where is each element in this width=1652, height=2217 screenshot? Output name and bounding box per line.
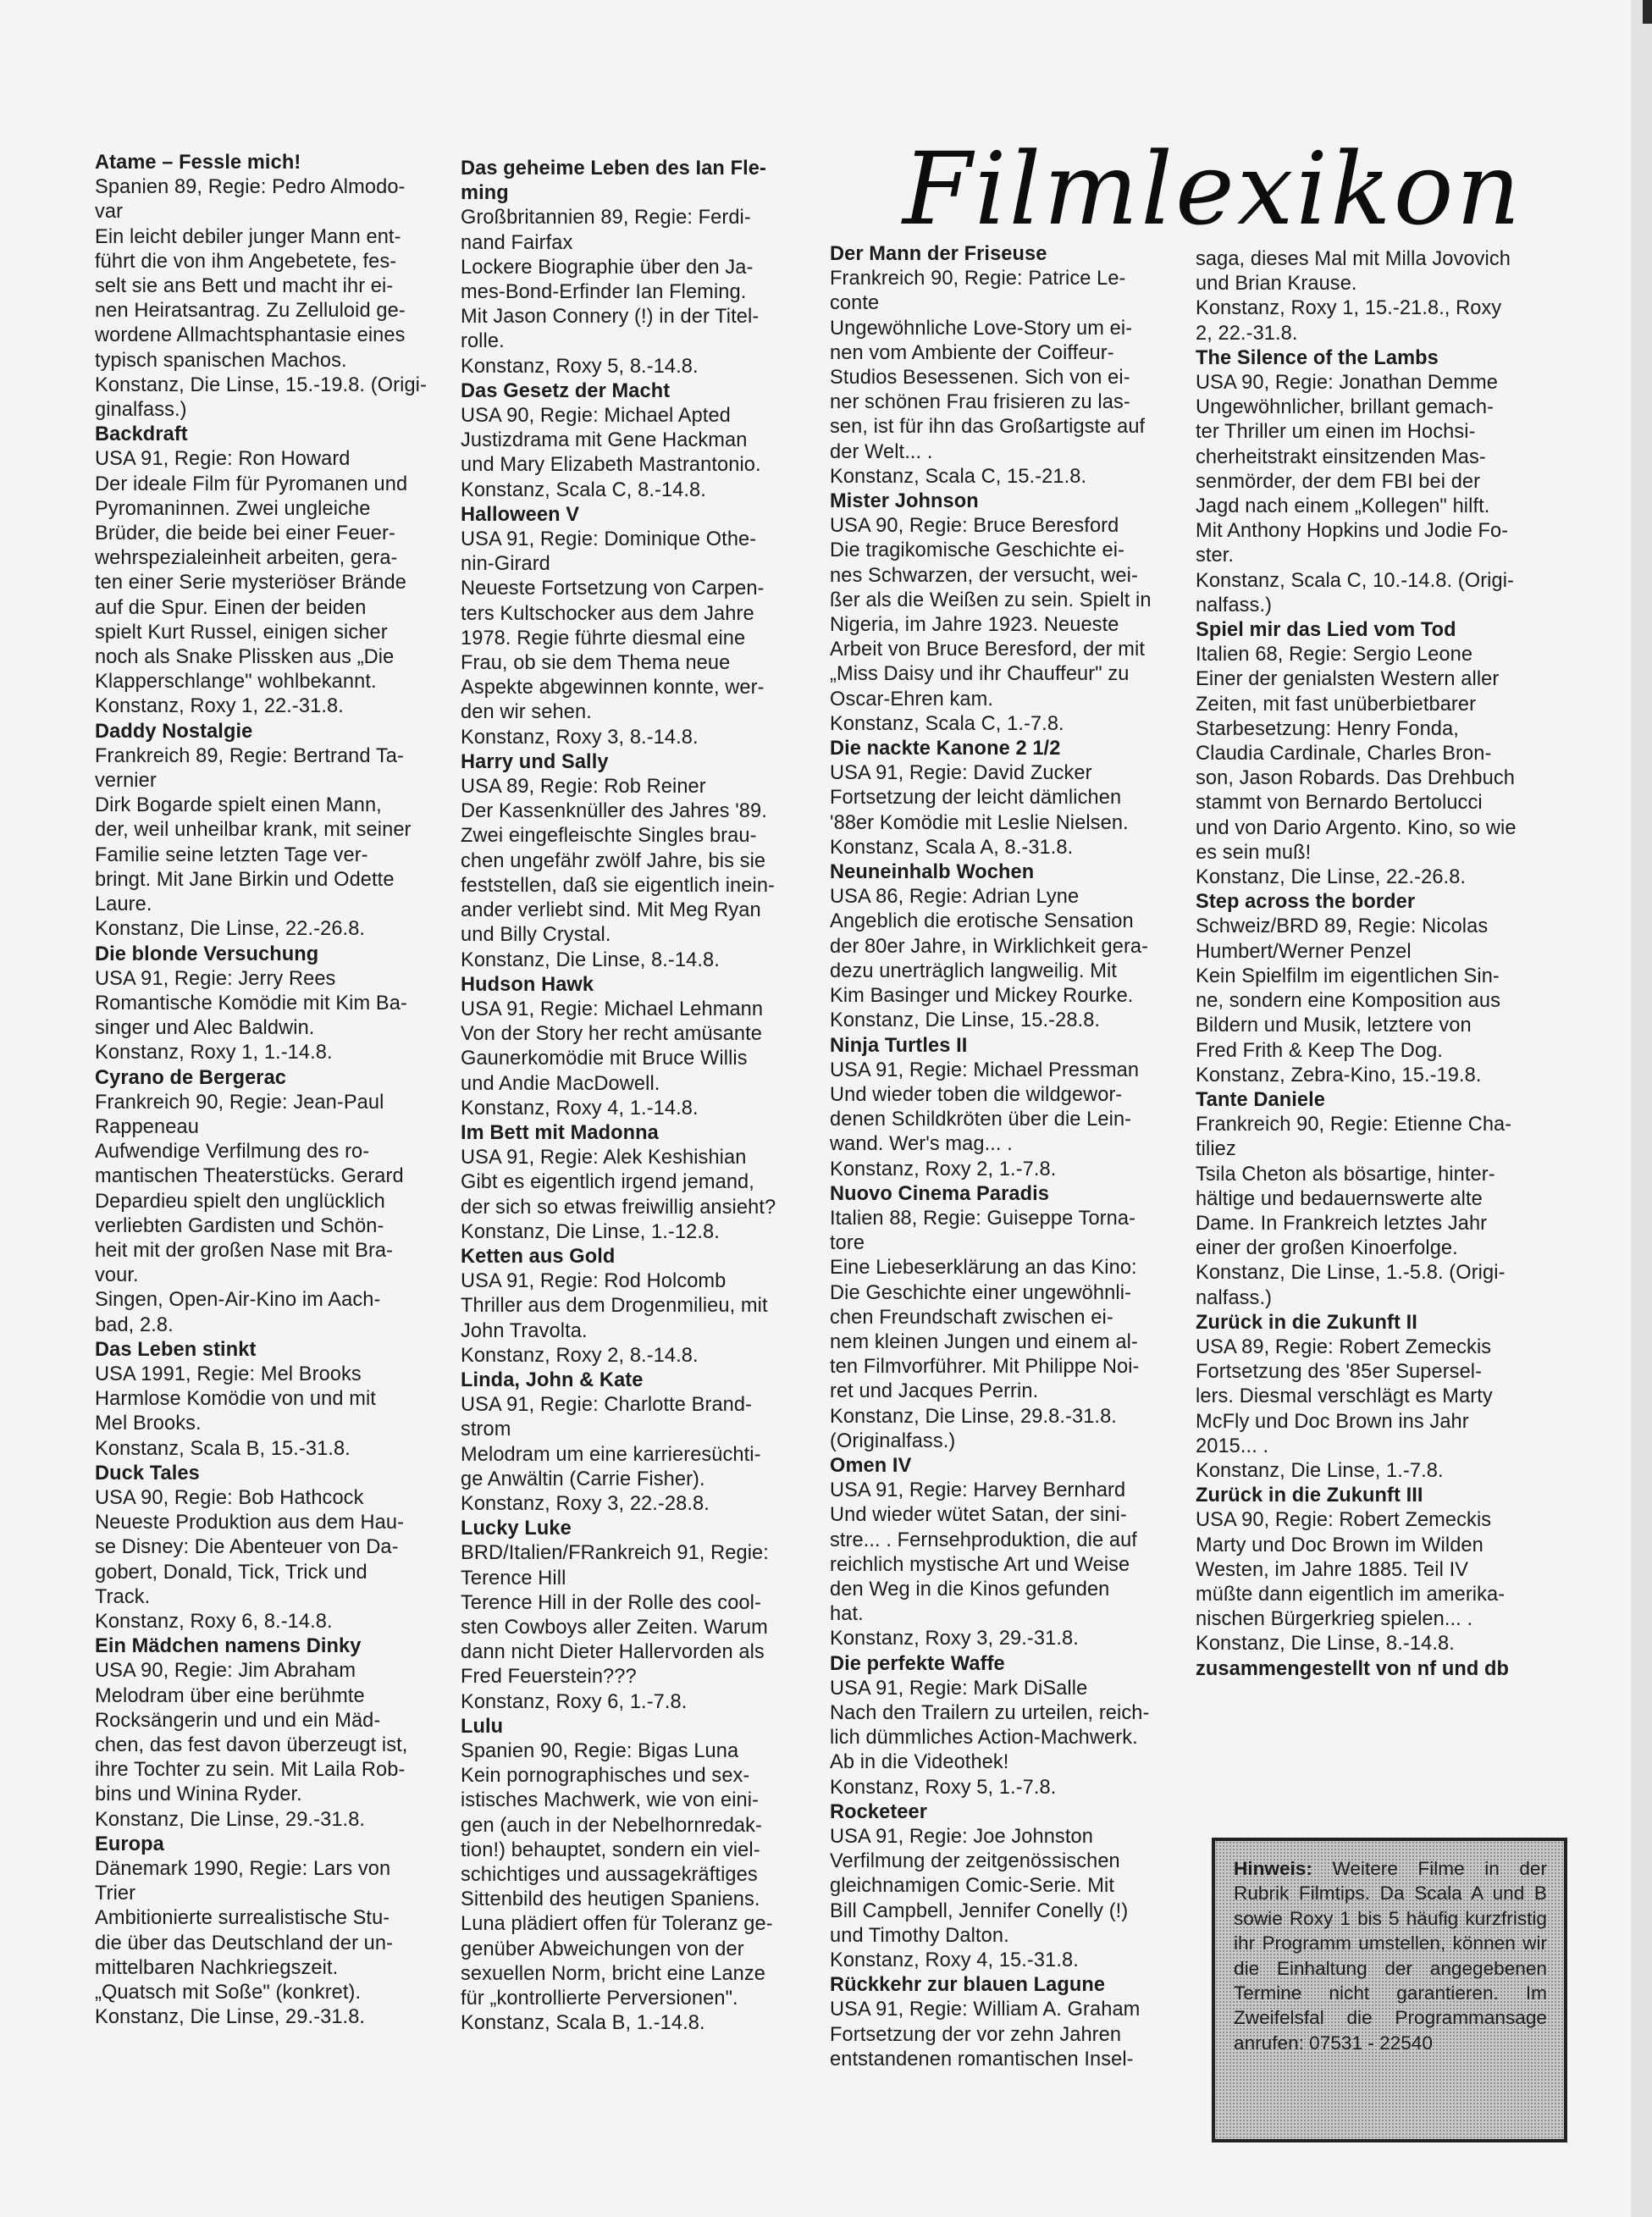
film-details: USA 90, Regie: Robert Zemeckis Marty und Doc Brown im Wilden Westen, im Jahre 1885. Teil IV müßte dann eigentlich im amerika- nischen Bürgerkrieg spielen... . Konstanz, Die Linse, 8.-14.8. [1196,1509,1506,1656]
film-entry [95,943,432,1066]
film-entry [1196,247,1551,346]
page-corner-mark [1643,0,1652,24]
film-details: USA 90, Regie: Jonathan Demme Ungewöhnlicher, brillant gemach- ter Thriller um einen im Hochsi- cherheitstrakt einsitzenden Mas- senmörder, der dem FBI bei der Jagd nach einem „Kollegen" hilft. Mit Anthony Hopkins und Jodie Fo- ster. Konstanz, Scala C, 10.-14.8. (Origi- nalfass.) [1196,372,1515,616]
film-title: Ketten aus Gold [461,1245,616,1268]
film-entry [830,1182,1185,1454]
film-details: Frankreich 90, Regie: Jean-Paul Rappeneau Aufwendige Verfilmung des ro- mantischen Theaterstücks. Gerard Depardieu spielt den unglücklich verliebten Gardisten und Schön- heit mit der großen Nase mit Bra- vour. Singen, Open-Air-Kino im Aach- bad, 2.8. [95,1091,404,1336]
film-title: Zurück in die Zukunft III [1196,1484,1423,1507]
film-details: Italien 88, Regie: Guiseppe Torna- tore Eine Liebeserklärung an das Kino: Die Geschichte einer ungewöhnli- chen Freundschaft zwischen ei- nem kleinen Jungen und einem al- ten Filmvorführer. Mit Philippe Noi- ret und Jacques Perrin. Konstanz, Die Linse, 29.8.-31.8. (Originalfass.) [830,1207,1140,1452]
film-details: USA 91, Regie: Rod Holcomb Thriller aus dem Drogenmilieu, mit John Travolta. Konstanz, Roxy 2, 8.-14.8. [461,1270,768,1367]
film-entry [95,151,432,423]
film-entry [461,750,799,973]
film-title: Europa [95,1833,164,1855]
film-details: USA 86, Regie: Adrian Lyne Angeblich die erotische Sensation der 80er Jahre, in Wirklichkeit gera- dezu unerträglich langweilig. Mit Kim Basinger und Mickey Rourke. Konstanz, Die Linse, 15.-28.8. [830,886,1149,1032]
film-details: USA 89, Regie: Robert Zemeckis Fortsetzung des '85er Supersel- lers. Diesmal verschlägt es Marty McFly und Doc Brown ins Jahr 2015... . Konstanz, Die Linse, 1.-7.8. [1196,1335,1493,1482]
film-entry [95,1338,432,1462]
film-details: USA 91, Regie: William A. Graham Fortsetzung der vor zehn Jahren entstandenen romantischen Insel- [830,1999,1141,2070]
film-title: Das geheime Leben des Ian Fle- ming [461,158,766,205]
film-title: Linda, John & Kate [461,1368,644,1391]
film-entry [830,1034,1185,1182]
film-entry [461,1245,799,1368]
film-title: Backdraft [95,423,188,446]
film-title: Atame – Fessle mich! [95,152,301,174]
film-entry [1196,1088,1551,1311]
film-entry [461,157,799,379]
film-title: Ein Mädchen namens Dinky [95,1635,362,1658]
film-details: USA 91, Regie: Harvey Bernhard Und wieder wütet Satan, der sini- stre... . Fernsehproduktion, die auf reichlich mystische Art und Weise den Weg in die Kinos gefunden hat. Konstanz, Roxy 3, 29.-31.8. [830,1479,1137,1650]
film-entry [95,1066,432,1338]
film-details: USA 90, Regie: Bob Hathcock Neueste Produktion aus dem Hau- se Disney: Die Abenteuer von Da- gobert, Donald, Tick, Trick und Track. Konstanz, Roxy 6, 8.-14.8. [95,1486,405,1633]
film-entry [461,1517,799,1715]
film-entry [1196,618,1551,890]
film-entry [830,1454,1185,1652]
film-entry [830,242,1185,489]
film-details: Frankreich 90, Regie: Patrice Le- conte Ungewöhnliche Love-Story um ei- nen vom Ambiente der Coiffeur- Studios Besessenen. Sich von ei- ner schönen Frau frisieren zu las- sen, ist für ihn das Großartigste auf der Welt... . Konstanz, Scala C, 15.-21.8. [830,268,1146,488]
film-title: Mister Johnson [830,490,979,513]
film-entry [1196,1311,1551,1484]
film-entry [830,860,1185,1033]
film-entry [95,1462,432,1634]
film-details: USA 91, Regie: Joe Johnston Verfilmung der zeitgenössischen gleichnamigen Comic-Serie. Mit Bill Campbell, Jennifer Conelly (!) und Timothy Dalton. Konstanz, Roxy 4, 15.-31.8. [830,1826,1129,1972]
film-title: Rocketeer [830,1800,927,1823]
film-title: Hudson Hawk [461,973,594,996]
film-title: Halloween V [461,503,580,526]
film-title: Die perfekte Waffe [830,1652,1005,1675]
film-details: USA 91, Regie: David Zucker Fortsetzung der leicht dämlichen '88er Komödie mit Leslie Nielsen. Konstanz, Scala A, 8.-31.8. [830,762,1129,859]
notice-box [1212,1838,1567,2142]
film-entry [461,1121,799,1245]
film-title: Harry und Sally [461,750,609,773]
film-details: USA 91, Regie: Mark DiSalle Nach den Trailern zu urteilen, reich- lich dümmliches Action-Machwerk. Ab in die Videothek! Konstanz, Roxy 5, 1.-7.8. [830,1677,1150,1799]
film-details: Spanien 89, Regie: Pedro Almodo- var Ein leicht debiler junger Mann ent- führt die von ihm Angebetete, fes- selt sie ans Bett und macht ihr ei- nen Heiratsantrag. Zu Zelluloid ge- wordene Allmachtsphantasie eines typisch spanischen Machos. Konstanz, Die Linse, 15.-19.8. (Origi- ginalfass.) [95,176,427,422]
film-title: Step across the border [1196,891,1416,914]
film-title: Das Gesetz der Macht [461,379,671,402]
film-entry [830,1652,1185,1800]
film-title: The Silence of the Lambs [1196,346,1439,369]
film-title: Cyrano de Bergerac [95,1066,287,1089]
film-details: USA 91, Regie: Ron Howard Der ideale Film für Pyromanen und Pyromaninnen. Zwei ungleiche Brüder, die beide bei einer Feuer- wehrspezialeinheit arbeiten, gera- ten einer Serie mysteriöser Brände auf die Spur. Einen der beiden spielt Kurt Russel, einigen sicher noch als Snake Plissken aus „Die Klapperschlange" wohlbekannt. Konstanz, Roxy 1, 22.-31.8. [95,448,408,718]
film-entry [1196,1484,1551,1656]
film-details: USA 91, Regie: Michael Pressman Und wieder toben die wildgewor- denen Schildkröten über die Lein- wand. Wer's mag... . Konstanz, Roxy 2, 1.-7.8. [830,1059,1140,1180]
film-details: Frankreich 89, Regie: Bertrand Ta- vernier Dirk Bogarde spielt einen Mann, der, weil unheilbar krank, mit seiner Familie seine letzten Tage ver- bringt. Mit Jane Birkin und Odette Laure. Konstanz, Die Linse, 22.-26.8. [95,744,412,941]
film-details: USA 91, Regie: Jerry Rees Romantische Komödie mit Kim Ba- singer und Alec Baldwin. Konstanz, Roxy 1, 1.-14.8. [95,967,407,1064]
film-title: Omen IV [830,1454,912,1477]
film-details: BRD/Italien/FRankreich 91, Regie: Terence Hill Terence Hill in der Rolle des cool- sten Cowboys aller Zeiten. Warum dann nicht Dieter Hallervorden als Fred Feuerstein??? Konstanz, Roxy 6, 1.-7.8. [461,1542,769,1713]
film-details: Großbritannien 89, Regie: Ferdi- nand Fairfax Lockere Biographie über den Ja- mes-Bond-Erfinder Ian Fleming. Mit Jason Connery (!) in der Titel- rolle. Konstanz, Roxy 5, 8.-14.8. [461,207,760,378]
film-title: Rückkehr zur blauen Lagune [830,1974,1106,1997]
film-entry [1196,346,1551,618]
film-title: Das Leben stinkt [95,1338,257,1361]
film-entry [830,737,1185,860]
film-details: USA 1991, Regie: Mel Brooks Harmlose Komödie von und mit Mel Brooks. Konstanz, Scala B, 15.-31.8. [95,1363,376,1460]
film-title: Duck Tales [95,1462,200,1484]
film-title: Lucky Luke [461,1518,572,1540]
film-details: Spanien 90, Regie: Bigas Luna Kein pornographisches und sex- istisches Machwerk, wie von eini- gen (auch in der Nebelhornredak- tion!) behauptet, sondern ein viel- schichtiges und aussagekräftiges Sittenbild des heutigen Spaniens. Luna plädiert offen für Toleranz ge- genüber Abweichungen von der sexuellen Norm, bricht eine Lanze für „kontrollierte Perversionen". Konstanz, Scala B, 1.-14.8. [461,1740,773,2035]
film-entry [830,489,1185,737]
film-title: Die nackte Kanone 2 1/2 [830,738,1061,760]
film-title: Daddy Nostalgie [95,720,253,743]
film-details: USA 90, Regie: Bruce Beresford Die tragikomische Geschichte ei- nes Schwarzen, der versucht, wei- ßer als die Weißen zu sein. Spielt in Nigeria, im Jahre 1923. Neueste Arbeit von Bruce Beresford, der mit „Miss Daisy und ihr Chauffeur" zu Oscar-Ehren kam. Konstanz, Scala C, 1.-7.8. [830,515,1152,735]
notice-text: Weitere Filme in der Rubrik Filmtips. Da Scala A und B sowie Roxy 1 bis 5 häufig kurzfristig ihr Programm umstellen, können wir die Einhaltung der angegebenen Termine nicht garantieren. Im Zweifelsfal die Programmansage anrufen: 07531 - 22540 [1234,1858,1547,2054]
film-details: USA 91, Regie: Charlotte Brand- strom Melodram um eine karrieresüchti- ge Anwältin (Carrie Fisher). Konstanz, Roxy 3, 22.-28.8. [461,1394,761,1515]
film-title: Tante Daniele [1196,1088,1325,1111]
film-title: Lulu [461,1715,504,1738]
column-1 [95,151,432,2030]
film-title: Nuovo Cinema Paradis [830,1182,1049,1205]
column-3 [830,242,1185,2072]
film-details: Dänemark 1990, Regie: Lars von Trier Ambitionierte surrealistische Stu- die über das Deutschland der un- mittelbaren Nachkriegszeit. „Quatsch mit Soße" (konkret). Konstanz, Die Linse, 29.-31.8. [95,1858,394,2029]
film-title: Ninja Turtles II [830,1034,968,1057]
film-entry [461,379,799,503]
film-entry [830,1973,1185,2072]
film-entry [95,720,432,943]
notice-title: Hinweis: [1234,1858,1312,1879]
film-title: Die blonde Versuchung [95,943,319,965]
film-entry [461,973,799,1121]
column-4 [1196,247,1551,1682]
masthead-title: Filmlexikon [903,130,1523,247]
credit-line: zusammengestellt von nf und db [1196,1657,1510,1680]
film-details: Schweiz/BRD 89, Regie: Nicolas Humbert/Werner Penzel Kein Spielfilm im eigentlichen Sin- ne, sondern eine Komposition aus Bildern und Musik, letztere von Fred Frith & Keep The Dog. Konstanz, Zebra-Kino, 15.-19.8. [1196,915,1500,1086]
film-entry [830,1800,1185,1973]
film-entry [95,1634,432,1833]
film-title: Spiel mir das Lied vom Tod [1196,619,1456,642]
film-entry [461,1368,799,1517]
film-entry [461,503,799,750]
film-details: USA 90, Regie: Michael Apted Justizdrama mit Gene Hackman und Mary Elizabeth Mastrantonio. Konstanz, Scala C, 8.-14.8. [461,405,761,501]
film-title: Zurück in die Zukunft II [1196,1311,1417,1334]
film-title: Der Mann der Friseuse [830,243,1047,265]
film-entry [95,1833,432,2031]
column-2 [461,157,799,2036]
film-details: Frankreich 90, Regie: Etienne Cha- tiliez Tsila Cheton als bösartige, hinter- hältige und bedauernswerte alte Dame. In Frankreich letztes Jahr einer der großen Kinoerfolge. Konstanz, Die Linse, 1.-5.8. (Origi- nalfass.) [1196,1114,1512,1309]
film-entry [1196,890,1551,1088]
film-title: Neuneinhalb Wochen [830,861,1035,884]
film-entry [95,423,432,719]
film-details: USA 89, Regie: Rob Reiner Der Kassenknüller des Jahres '89. Zwei eingefleischte Singles brau- chen ungefähr zwölf Jahre, bis sie feststellen, daß sie eigentlich inein- ander verliebt sind. Mit Meg Ryan und Billy Crystal. Konstanz, Die Linse, 8.-14.8. [461,776,776,971]
film-details: USA 91, Regie: Michael Lehmann Von der Story her recht amüsante Gaunerkomödie mit Bruce Willis und Andie MacDowell. Konstanz, Roxy 4, 1.-14.8. [461,998,764,1120]
film-details: Italien 68, Regie: Sergio Leone Einer der genialsten Western aller Zeiten, mit fast unüberbietbarer Starbesetzung: Henry Fonda, Claudia Cardinale, Charles Bron- son, Jason Robards. Das Drehbuch stammt von Bernardo Bertolucci und von Dario Argento. Kino, so wie es sein muß! Konstanz, Die Linse, 22.-26.8. [1196,644,1517,889]
film-details: USA 91, Regie: Alek Keshishian Gibt es eigentlich irgend jemand, der sich so etwas freiwillig ansieht? Konstanz, Die Linse, 1.-12.8. [461,1147,776,1243]
film-title: Im Bett mit Madonna [461,1121,659,1144]
film-details: saga, dieses Mal mit Milla Jovovich und Brian Krause. Konstanz, Roxy 1, 15.-21.8., Roxy 2, 22.-31.8. [1196,248,1511,345]
page-edge [1631,0,1652,2217]
film-details: USA 91, Regie: Dominique Othe- nin-Girard Neueste Fortsetzung von Carpen- ters Kultschocker aus dem Jahre 1978. Regie führte diesmal eine Frau, ob sie dem Thema neue Aspekte abgewinnen konnte, wer- den wir sehen. Konstanz, Roxy 3, 8.-14.8. [461,528,765,749]
film-details: USA 90, Regie: Jim Abraham Melodram über eine berühmte Rocksängerin und und ein Mäd- chen, das fest davon überzeugt ist, ihre Tochter zu sein. Mit Laila Rob- bins und Winina Ryder. Konstanz, Die Linse, 29.-31.8. [95,1660,408,1831]
film-entry [461,1715,799,2037]
